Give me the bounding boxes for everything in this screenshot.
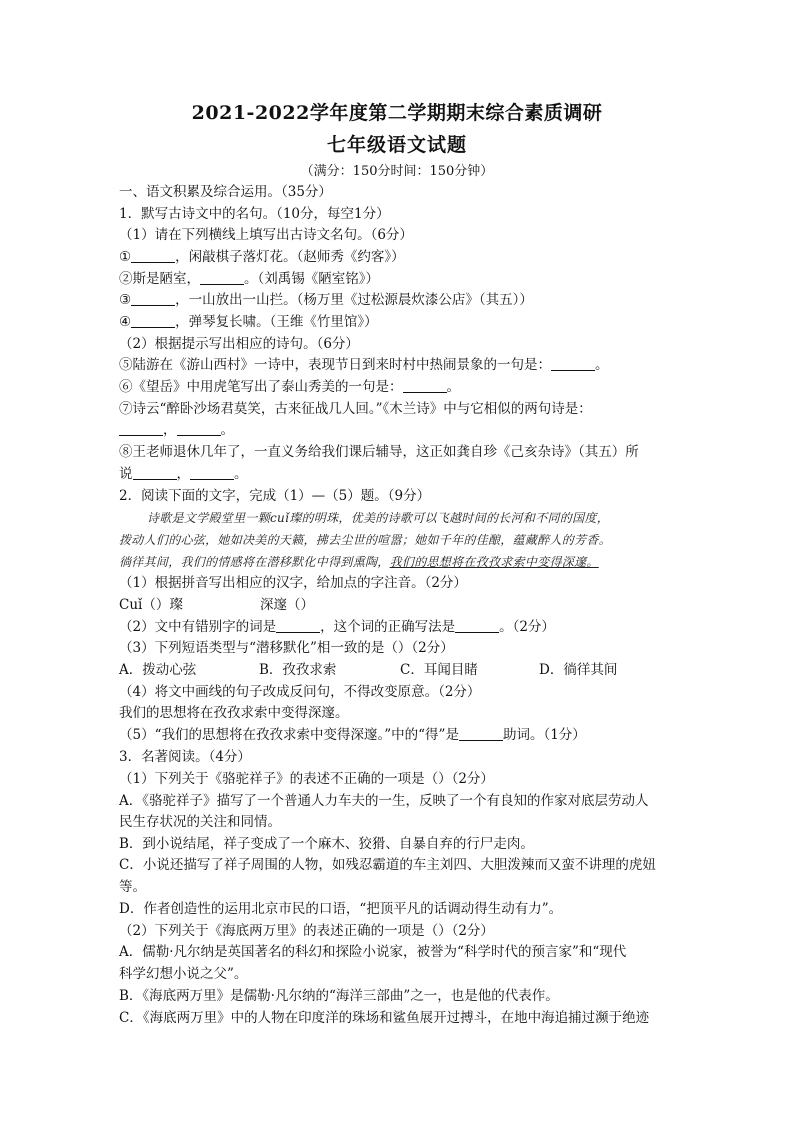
q1-title: 1．默写古诗文中的名句。（10分，每空1分） [119,206,390,222]
q1-item-7: ⑦诗云“醉卧沙场君莫笑，古来征战几人回。”《木兰诗》中与它相似的两句诗是： [119,401,592,417]
answer-blank[interactable] [131,313,175,328]
q2-sub2 [119,618,679,636]
item-mark: ④ [119,314,132,330]
section-heading: 一、语文积累及综合运用。（35分） [119,184,332,200]
q3-sub1-option-a-cont: 民生存状况的关注和同情。 [119,814,281,830]
exam-subtitle: 七年级语文试题 [326,134,467,156]
answer-blank[interactable] [455,618,499,633]
answer-blank[interactable] [131,248,175,263]
item-text: ，一山放出一山拦。（杨万里《过松源晨炊漆公店》（其五）） [175,292,533,308]
q3-sub2-option-a[interactable]: A．儒勒·凡尔纳是英国著名的科幻和探险小说家，被誉为“科学时代的预言家”和“现代 [119,944,627,960]
q3-sub2-option-a-cont: 科学幻想小说之父”。 [119,966,248,982]
q1-item-6 [119,378,679,396]
q1-item-8-answer [119,465,679,483]
item-text: 。（2分） [499,619,555,635]
answer-blank[interactable] [200,270,244,285]
q1-item-5 [119,356,679,374]
q3-sub1-option-d[interactable]: D．作者创造性的运用北京市民的口语，“把顶平凡的话调动得生动有力”。 [119,901,563,917]
option-d[interactable]: D．徜徉其间 [539,662,618,678]
answer-blank[interactable] [276,618,320,633]
q3-sub2-option-b[interactable]: B．《海底两万里》是儒勒·凡尔纳的“海洋三部曲”之一，也是他的代表作。 [119,988,559,1004]
answer-blank[interactable] [177,421,221,436]
passage-line-3 [119,553,681,571]
item-text: ，这个词的正确写法是 [320,619,456,635]
item-comma: ， [176,466,190,482]
item-period: 。 [220,422,234,438]
q3-sub1: （1）下列关于《骆驼祥子》的表述不正确的一项是（）（2分） [119,771,494,787]
q3-sub1-option-c-cont: 等。 [119,879,146,895]
item-comma: ， [163,422,177,438]
pinyin-item[interactable]: Cuǐ（）璨 [119,597,183,613]
q1-part2: （2）根据提示写出相应的诗句。（6分） [119,336,359,352]
q2-sub4-text: 我们的思想将在孜孜求索中变得深邃。 [119,705,349,721]
exam-meta: （满分：150分时间：150分钟） [300,164,494,179]
q1-item-7-answer [119,421,679,439]
q2-sub5 [119,726,679,744]
item-text: ，弹琴复长啸。（王维《竹里馆》） [175,314,378,330]
item-text: ②斯是陋室， [119,271,200,287]
item-text: （5）“我们的思想将在孜孜求索中变得深邃。”中的“得”是 [119,727,459,743]
item-mark: ③ [119,292,132,308]
item-text: 助词。（1分） [502,727,586,743]
q2-sub1: （1）根据拼音写出相应的汉字，给加点的字注音。（2分） [119,575,467,591]
q3-title: 3．名著阅读。（4分） [119,749,251,765]
answer-blank[interactable] [133,465,177,480]
option-a[interactable]: A．拨动心弦 [119,662,197,678]
q2-title: 2．阅读下面的文字，完成（1）—（5）题。（9分） [119,488,431,504]
q2-sub1-answers [119,596,679,614]
answer-blank[interactable] [551,356,595,371]
item-text: ⑥《望岳》中用虎笔写出了泰山秀美的一句是： [119,379,403,395]
q3-sub1-option-a[interactable]: A．《骆驼祥子》描写了一个普通人力车夫的一生，反映了一个有良知的作家对底层劳动人 [119,793,649,809]
item-mark: ① [119,249,132,265]
answer-blank[interactable] [403,378,447,393]
passage-line-1: 诗歌是文学殿堂里一颗cuǐ璨的明珠，优美的诗歌可以飞越时间的长河和不同的国度， [147,511,609,525]
item-text: 。（刘禹锡《陋室铭》） [244,271,379,287]
option-c[interactable]: C．耳闻目睹 [400,662,478,678]
q1-item-1 [119,248,679,266]
q1-part1: （1）请在下列横线上填写出古诗文名句。（6分） [119,227,413,243]
answer-blank[interactable] [190,465,234,480]
item-period: 。 [446,379,460,395]
underlined-sentence: 我们的思想将在孜孜求索中变得深邃。 [389,555,599,569]
exam-title: 2021-2022学年度第二学期期末综合素质调研 [191,102,603,124]
item-period: 。 [595,357,609,373]
item-period: 。 [234,466,248,482]
item-text: ，闲敲棋子落灯花。（赵师秀《约客》） [175,249,405,265]
q1-item-3 [119,291,679,309]
q1-item-2 [119,270,679,288]
passage-text: 徜徉其间，我们的情感将在潜移默化中得到熏陶， [119,555,390,569]
q2-sub3-options [119,661,679,679]
item-text: 说 [119,466,133,482]
q3-sub1-option-b[interactable]: B．到小说结尾，祥子变成了一个麻木、狡猾、自暴自弃的行尸走肉。 [119,836,534,852]
q3-sub1-option-c[interactable]: C．小说还描写了祥子周围的人物，如残忍霸道的车主刘四、大胆泼辣而又蛮不讲理的虎妞 [119,857,656,873]
q2-sub4: （4）将文中画线的句子改成反问句，不得改变原意。（2分） [119,684,481,700]
answer-blank[interactable] [131,291,175,306]
passage-line-2: 拨动人们的心弦，她如决美的天籁，拂去尘世的喧嚣；她如千年的佳酿，蕴藏醉人的芳香。 [119,533,612,547]
pinyin-item[interactable]: 深邃（） [260,597,314,613]
option-b[interactable]: B．孜孜求索 [259,662,337,678]
q3-sub2: （2）下列关于《海底两万里》的表述正确的一项是（）（2分） [119,923,494,939]
q2-sub3: （3）下列短语类型与“潜移默化”相一致的是（）（2分） [119,640,454,656]
q3-sub2-option-c[interactable]: C．《海底两万里》中的人物在印度洋的珠场和鲨鱼展开过搏斗，在地中海追捕过濒于绝迹 [119,1010,650,1026]
answer-blank[interactable] [459,726,503,741]
answer-blank[interactable] [119,421,163,436]
q1-item-8: ⑧王老师退休几年了，一直义务给我们课后辅导，这正如龚自珍《己亥杂诗》（其五）所 [119,444,639,460]
item-text: （2）文中有错别字的词是 [119,619,277,635]
item-text: ⑤陆游在《游山西村》一诗中，表现节日到来时村中热闹景象的一句是： [119,357,551,373]
q1-item-4 [119,313,679,331]
